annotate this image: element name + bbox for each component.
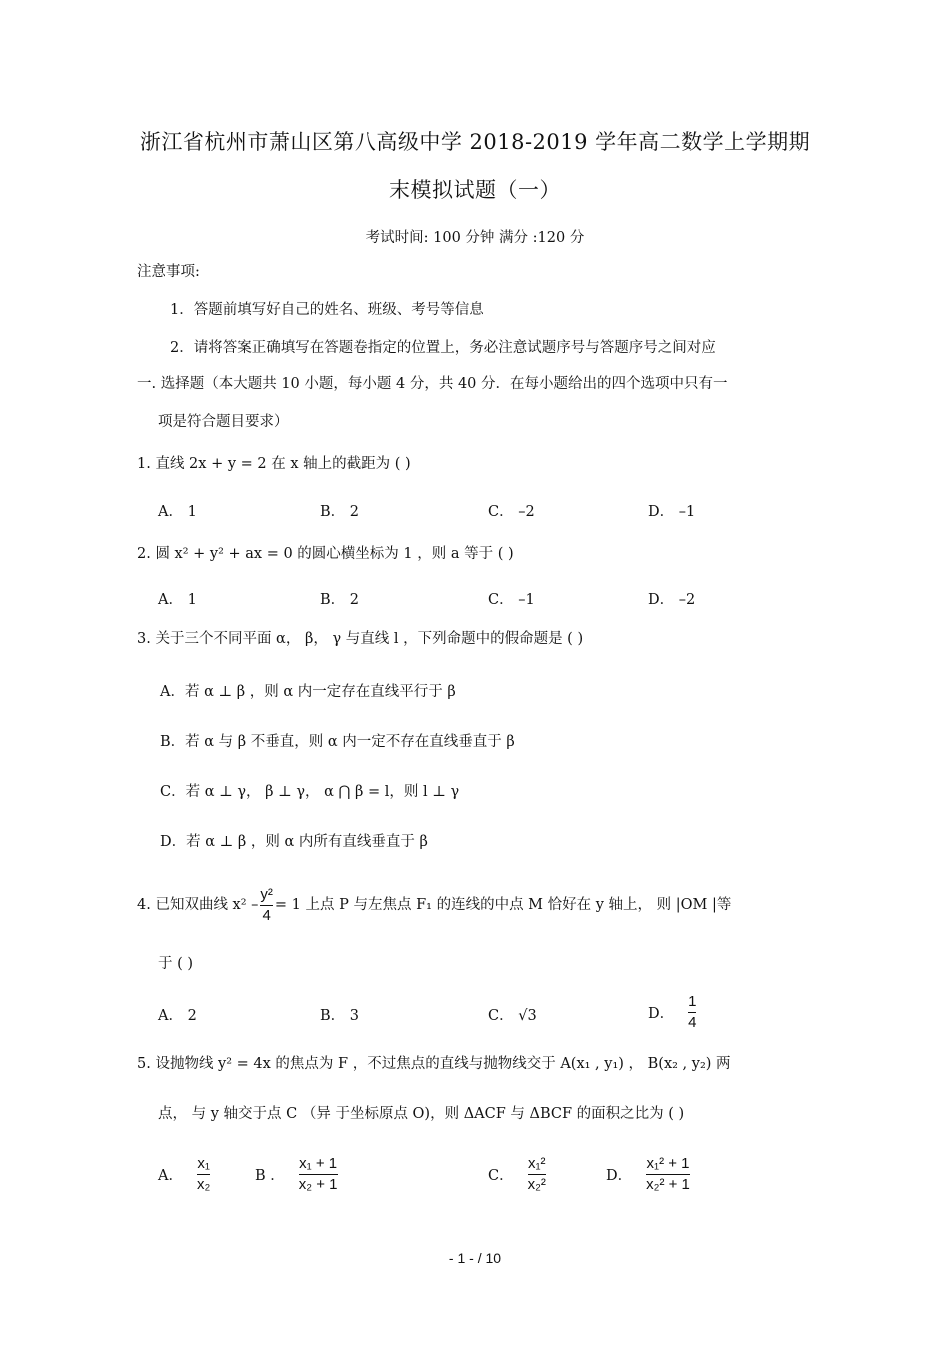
q5-option-b xyxy=(255,1154,338,1195)
q4-option-d-label: D． xyxy=(648,1006,675,1022)
q5-option-c-label: C． xyxy=(488,1168,514,1184)
q3-option-d: D．若 α ⊥ β ，则 α 内所有直线垂直于 β xyxy=(160,834,428,850)
section1-heading: 一. 选择题（本大题共 10 小题，每小题 4 分，共 40 分．在每小题给出的四个选项中只有一 xyxy=(137,376,728,392)
q1-option-a: A． 1 xyxy=(158,504,197,520)
q4-option-b: B． 3 xyxy=(320,1008,359,1024)
q2-option-c: C． –1 xyxy=(488,592,535,608)
section1-heading-cont: 项是符合题目要求） xyxy=(158,414,289,430)
q1-option-b: B． 2 xyxy=(320,504,359,520)
q2-option-b: B． 2 xyxy=(320,592,359,608)
q4-frac-num: y² xyxy=(260,885,273,903)
q4-option-d xyxy=(648,992,696,1033)
question-4 xyxy=(137,883,731,927)
question-4-cont: 于 ( ) xyxy=(158,956,194,972)
q5-option-a-fraction xyxy=(197,1154,210,1195)
q5-option-d-fraction xyxy=(646,1154,690,1195)
q2-option-a: A． 1 xyxy=(158,592,197,608)
q5-option-c-fraction xyxy=(528,1154,546,1195)
title-line-2: 末模拟试题（一） xyxy=(389,178,561,202)
q5-option-a-label: A． xyxy=(158,1168,183,1184)
q5-a-den: x₂ xyxy=(196,1176,211,1193)
q3-option-b: B．若 α 与 β 不垂直，则 α 内一定不存在直线垂直于 β xyxy=(160,734,515,750)
q2-option-d: D． –2 xyxy=(648,592,696,608)
notice-item-1: 1．答题前填写好自己的姓名、班级、考号等信息 xyxy=(170,302,484,318)
q4-text-before: 4. 已知双曲线 x² – xyxy=(137,897,259,913)
q5-d-den: x₂² + 1 xyxy=(646,1176,690,1193)
q5-option-a xyxy=(158,1154,210,1195)
q5-option-d-label: D． xyxy=(606,1168,633,1184)
q4-option-d-fraction xyxy=(688,992,696,1033)
q5-option-c xyxy=(488,1154,546,1195)
question-2: 2. 圆 x² + y² + ax = 0 的圆心横坐标为 1 ，则 a 等于 ( ) xyxy=(137,546,514,562)
title-line-1: 浙江省杭州市萧山区第八高级中学 2018-2019 学年高二数学上学期期 xyxy=(139,130,811,154)
q4-d-den: 4 xyxy=(688,1014,697,1031)
question-3: 3. 关于三个不同平面 α， β， γ 与直线 l ，下列命题中的假命题是 ( ) xyxy=(137,631,584,647)
q5-b-num: x₁ + 1 xyxy=(299,1155,338,1172)
q4-fraction xyxy=(260,885,273,926)
q4-d-num: 1 xyxy=(688,993,697,1010)
notice-item-2: 2．请将答案正确填写在答题卷指定的位置上，务必注意试题序号与答题序号之间对应 xyxy=(170,340,716,356)
q4-text-after: = 1 上点 P 与左焦点 F₁ 的连线的中点 M 恰好在 y 轴上， 则 |OM |等 xyxy=(274,897,732,913)
q4-frac-den: 4 xyxy=(262,906,271,924)
q3-option-a: A．若 α ⊥ β ，则 α 内一定存在直线平行于 β xyxy=(160,684,456,700)
question-5-cont: 点， 与 y 轴交于点 C （异 于坐标原点 O)，则 ΔACF 与 ΔBCF 的面积之比为 ( ) xyxy=(158,1106,685,1122)
q3-option-c: C．若 α ⊥ γ， β ⊥ γ， α ⋂ β = l，则 l ⊥ γ xyxy=(160,784,460,800)
q5-c-num: x₁² xyxy=(527,1155,546,1172)
q4-option-a: A． 2 xyxy=(158,1008,197,1024)
q5-option-b-label: B ． xyxy=(255,1168,285,1184)
q5-c-den: x₂² xyxy=(527,1176,546,1193)
q5-option-b-fraction xyxy=(299,1154,338,1195)
question-1: 1. 直线 2x + y = 2 在 x 轴上的截距为 ( ) xyxy=(137,456,411,472)
q5-d-num: x₁² + 1 xyxy=(646,1155,690,1172)
exam-info: 考试时间: 100 分钟 满分 :120 分 xyxy=(365,230,585,246)
q4-option-c: C． √3 xyxy=(488,1008,537,1024)
q5-a-num: x₁ xyxy=(197,1155,210,1172)
page-number: - 1 - / 10 xyxy=(448,1250,502,1266)
q1-option-d: D． –1 xyxy=(648,504,696,520)
question-5: 5. 设抛物线 y² = 4x 的焦点为 F ，不过焦点的直线与抛物线交于 A(x₁ , y₁) ， B(x₂ , y₂) 两 xyxy=(137,1056,731,1072)
q1-option-c: C． –2 xyxy=(488,504,535,520)
q5-b-den: x₂ + 1 xyxy=(298,1176,338,1193)
notice-label: 注意事项: xyxy=(137,264,200,280)
q5-option-d xyxy=(606,1154,690,1195)
